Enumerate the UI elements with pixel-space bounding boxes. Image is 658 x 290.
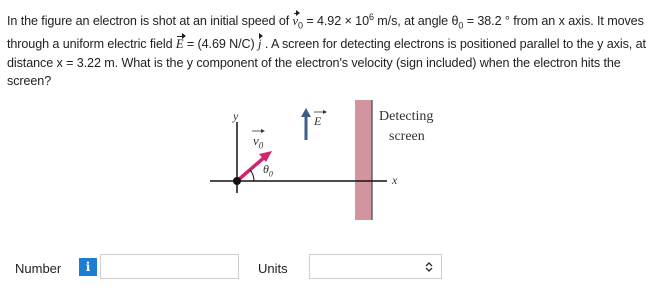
units-select[interactable] (309, 254, 442, 279)
info-icon[interactable]: i (79, 258, 97, 276)
chevron-updown-icon (425, 262, 433, 272)
physics-figure (200, 100, 480, 230)
theta-subscript: 0 (458, 20, 464, 31)
v0-subscript: 0 (298, 20, 303, 31)
j-hat-symbol: j (258, 35, 261, 54)
velocity-arrow (237, 156, 266, 181)
units-label: Units (258, 261, 288, 276)
v0-symbol: v (293, 12, 299, 31)
e-label: E (314, 114, 322, 128)
y-axis-label: y (233, 109, 239, 123)
detecting-screen (355, 100, 372, 220)
problem-text-1: In the figure an electron is shot at an initial speed of (7, 14, 293, 29)
screen-label-line1: Detecting (379, 109, 434, 124)
problem-text-3: m/s, at angle θ (373, 14, 459, 29)
e-label-arrowhead (323, 110, 327, 114)
screen-label-line2: screen (389, 129, 425, 144)
field-arrowhead (301, 108, 311, 117)
figure-drawing (200, 100, 480, 230)
number-label: Number (15, 261, 62, 276)
x-axis-label: x (392, 173, 398, 187)
angle-arc (250, 170, 254, 181)
problem-text-4: = 38.2 ° from an x axis. It moves through a uniform electric field (7, 14, 644, 52)
answer-row (0, 252, 658, 282)
e-field-symbol: E (176, 35, 184, 54)
v0-exponent: 6 (368, 12, 374, 22)
problem-text-5: = (4.69 N/C) (183, 37, 255, 52)
problem-text-2: = 4.92 × 10 (302, 14, 369, 29)
v0-label: $v_0$ (253, 133, 264, 151)
theta-label: $\theta_0$ (263, 162, 273, 179)
number-input[interactable] (100, 254, 239, 279)
problem-statement (7, 8, 653, 91)
electron-dot (233, 177, 241, 185)
problem-text-6: . A screen for detecting electrons is positioned parallel to the y axis, at distance x = 3.22 m. What is the y component of the electron's velocity (sign included) when the electron hits the screen? (7, 37, 646, 89)
